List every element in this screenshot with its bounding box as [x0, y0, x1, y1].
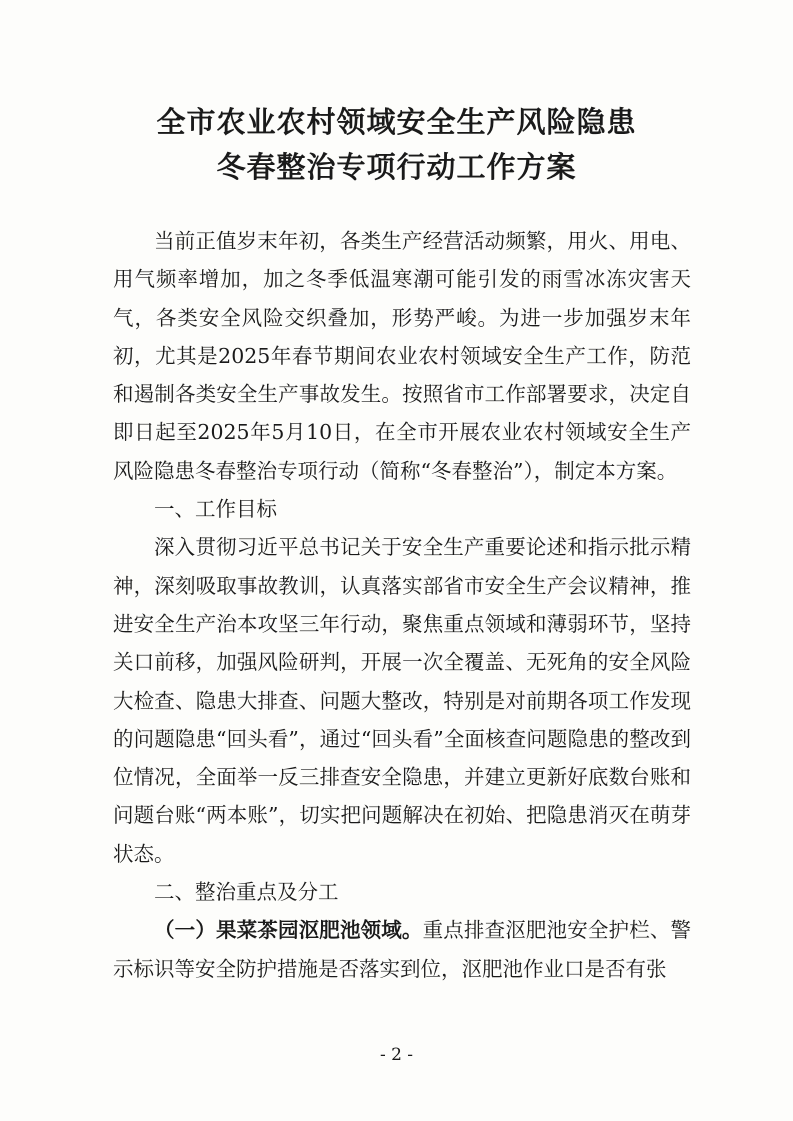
subsection-1-heading: （一）果菜茶园沤肥池领域。: [154, 918, 423, 943]
subsection-1-text: 重点排查沤肥池安全护栏、警示标识等安全防护措施是否落实到位，沤肥池作业口是否有张: [113, 918, 692, 981]
document-title-line-2: 冬春整治专项行动工作方案: [216, 150, 577, 184]
intro-paragraph: 当前正值岁末年初，各类生产经营活动频繁，用火、用电、用气频率增加，加之冬季低温寒潮可能引发的雨雪冰冻灾害天气，各类安全风险交织叠加，形势严峻。为进一步加强岁末年初，尤其是2025年春节期间农业农村领域安全生产工作，防范和遏制各类安全生产事故发生。按照省市工作部署要求，决定自即日起至2025年5月10日，在全市开展农业农村领域安全生产风险隐患冬春整治专项行动（简称“冬春整治”），制定本方案。: [113, 229, 691, 483]
page-number: - 2 -: [379, 1045, 414, 1065]
document-title-line-1: 全市农业农村领域安全生产风险隐患: [156, 105, 637, 139]
section-1-paragraph: 深入贯彻习近平总书记关于安全生产重要论述和指示批示精神，深刻吸取事故教训，认真落实部省市安全生产会议精神，推进安全生产治本攻坚三年行动，聚焦重点领域和薄弱环节，坚持关口前移，加强风险研判，开展一次全覆盖、无死角的安全风险大检查、隐患大排查、问题大整改，特别是对前期各项工作发现的问题隐患“回头看”，通过“回头看”全面核查问题隐患的整改到位情况，全面举一反三排查安全隐患，并建立更新好底数台账和问题台账“两本账”，切实把问题解决在初始、把隐患消灭在萌芽状态。: [113, 535, 691, 866]
section-2-heading: 二、整治重点及分工: [154, 880, 339, 905]
subsection-1-paragraph: [113, 911, 691, 988]
document-body: [113, 222, 691, 988]
section-1-heading: 一、工作目标: [154, 497, 277, 522]
